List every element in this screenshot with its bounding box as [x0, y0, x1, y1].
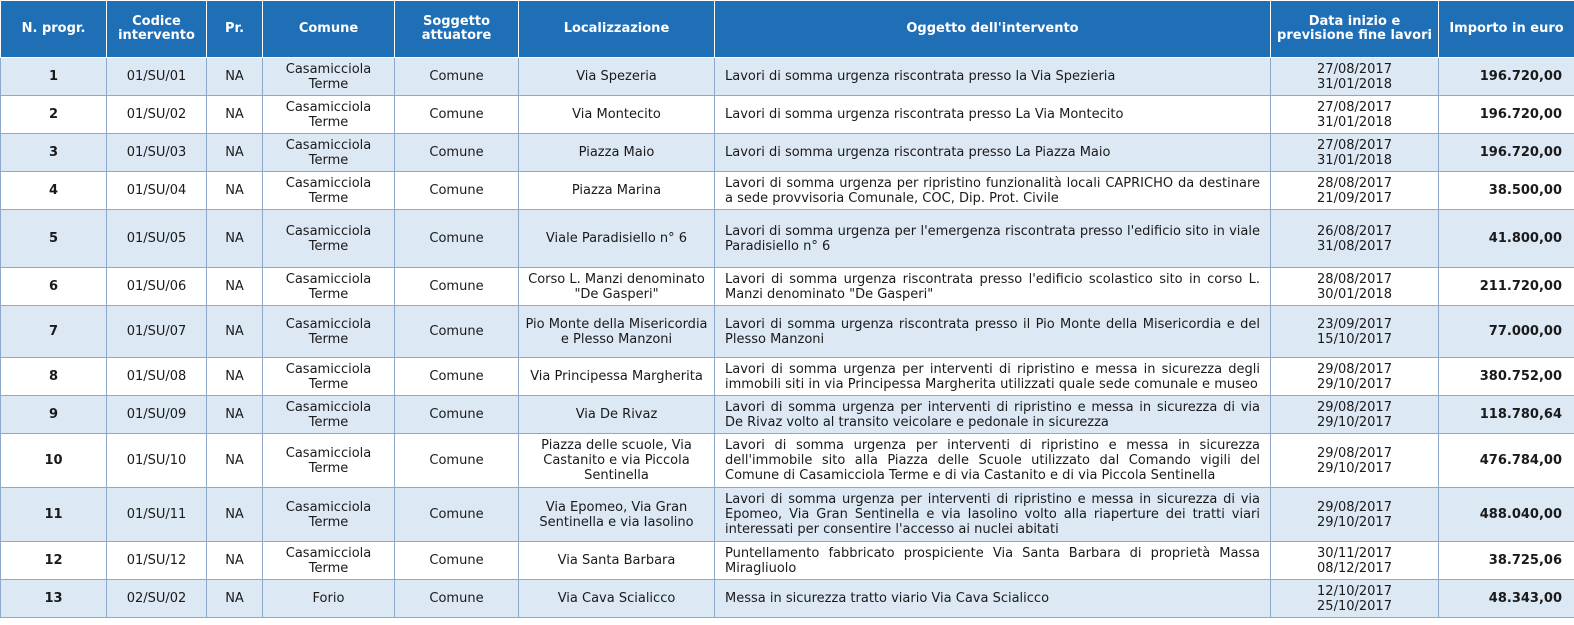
cell-dates	[1271, 210, 1439, 268]
header-row	[1, 1, 1574, 58]
end-date: 31/01/2018	[1317, 76, 1392, 92]
cell-comune: Casamicciola Terme	[263, 488, 395, 542]
cell-prov: NA	[207, 434, 263, 488]
end-date: 30/01/2018	[1317, 286, 1392, 302]
cell-comune: Casamicciola Terme	[263, 134, 395, 172]
cell-importo: 211.720,00	[1439, 268, 1574, 306]
cell-importo: 196.720,00	[1439, 58, 1574, 96]
cell-soggetto: Comune	[395, 358, 519, 396]
cell-comune: Casamicciola Terme	[263, 358, 395, 396]
cell-oggetto: Puntellamento fabbricato prospiciente Via Santa Barbara di proprietà Massa Miragliuolo	[715, 542, 1271, 580]
cell-importo: 196.720,00	[1439, 134, 1574, 172]
cell-num: 8	[1, 358, 107, 396]
cell-code: 01/SU/04	[107, 172, 207, 210]
cell-dates	[1271, 58, 1439, 96]
cell-localizzazione: Via Spezeria	[519, 58, 715, 96]
cell-importo: 38.500,00	[1439, 172, 1574, 210]
cell-comune: Casamicciola Terme	[263, 268, 395, 306]
cell-oggetto: Lavori di somma urgenza per interventi di ripristino e messa in sicurezza di via De Rivaz volto al transito veicolare e pedonale in sicurezza	[715, 396, 1271, 434]
start-date: 29/08/2017	[1317, 399, 1392, 415]
cell-soggetto: Comune	[395, 306, 519, 358]
cell-comune: Casamicciola Terme	[263, 210, 395, 268]
end-date: 31/01/2018	[1317, 152, 1392, 168]
header-localizzazione: Localizzazione	[519, 1, 715, 58]
table-body	[1, 58, 1574, 618]
cell-prov: NA	[207, 306, 263, 358]
cell-prov: NA	[207, 134, 263, 172]
cell-importo: 38.725,06	[1439, 542, 1574, 580]
cell-num: 13	[1, 580, 107, 618]
start-date: 12/10/2017	[1317, 583, 1392, 599]
cell-dates	[1271, 268, 1439, 306]
cell-dates	[1271, 134, 1439, 172]
end-date: 29/10/2017	[1317, 460, 1392, 476]
cell-localizzazione: Via Principessa Margherita	[519, 358, 715, 396]
cell-comune: Casamicciola Terme	[263, 172, 395, 210]
table-row	[1, 580, 1574, 618]
cell-oggetto: Lavori di somma urgenza per interventi di ripristino e messa in sicurezza degli immobili siti in via Principessa Margherita utilizzati quale sede comunale e museo	[715, 358, 1271, 396]
cell-prov: NA	[207, 58, 263, 96]
cell-localizzazione: Via Santa Barbara	[519, 542, 715, 580]
cell-importo: 77.000,00	[1439, 306, 1574, 358]
table-row	[1, 396, 1574, 434]
cell-num: 9	[1, 396, 107, 434]
start-date: 27/08/2017	[1317, 137, 1392, 153]
cell-importo: 476.784,00	[1439, 434, 1574, 488]
end-date: 29/10/2017	[1317, 514, 1392, 530]
cell-prov: NA	[207, 542, 263, 580]
cell-num: 7	[1, 306, 107, 358]
cell-prov: NA	[207, 580, 263, 618]
cell-dates	[1271, 488, 1439, 542]
header-code: Codice intervento	[107, 1, 207, 58]
cell-importo: 196.720,00	[1439, 96, 1574, 134]
cell-num: 10	[1, 434, 107, 488]
cell-prov: NA	[207, 358, 263, 396]
start-date: 28/08/2017	[1317, 175, 1392, 191]
cell-code: 01/SU/05	[107, 210, 207, 268]
cell-code: 01/SU/02	[107, 96, 207, 134]
cell-dates	[1271, 358, 1439, 396]
start-date: 29/08/2017	[1317, 361, 1392, 377]
cell-comune: Casamicciola Terme	[263, 542, 395, 580]
cell-oggetto: Lavori di somma urgenza riscontrata presso La Piazza Maio	[715, 134, 1271, 172]
cell-localizzazione: Piazza Marina	[519, 172, 715, 210]
header-prov: Pr.	[207, 1, 263, 58]
cell-prov: NA	[207, 210, 263, 268]
cell-soggetto: Comune	[395, 542, 519, 580]
cell-soggetto: Comune	[395, 488, 519, 542]
cell-importo: 488.040,00	[1439, 488, 1574, 542]
cell-dates	[1271, 434, 1439, 488]
cell-code: 01/SU/01	[107, 58, 207, 96]
cell-importo: 380.752,00	[1439, 358, 1574, 396]
cell-oggetto: Lavori di somma urgenza per interventi di ripristino e messa in sicurezza di via Epomeo, Via Gran Sentinella e via Iasolino volto alla riaperture dei tratti viari interessati per consentire l'accesso ai nuclei abitati	[715, 488, 1271, 542]
start-date: 23/09/2017	[1317, 316, 1392, 332]
cell-code: 01/SU/07	[107, 306, 207, 358]
header-oggetto: Oggetto dell'intervento	[715, 1, 1271, 58]
start-date: 29/08/2017	[1317, 499, 1392, 515]
end-date: 25/10/2017	[1317, 598, 1392, 614]
cell-soggetto: Comune	[395, 210, 519, 268]
table-row	[1, 434, 1574, 488]
cell-soggetto: Comune	[395, 134, 519, 172]
cell-dates	[1271, 396, 1439, 434]
cell-localizzazione: Piazza delle scuole, Via Castanito e via Piccola Sentinella	[519, 434, 715, 488]
cell-dates	[1271, 542, 1439, 580]
header-soggetto: Soggetto attuatore	[395, 1, 519, 58]
cell-importo: 48.343,00	[1439, 580, 1574, 618]
cell-dates	[1271, 580, 1439, 618]
cell-code: 01/SU/10	[107, 434, 207, 488]
table-row	[1, 58, 1574, 96]
cell-soggetto: Comune	[395, 396, 519, 434]
table-row	[1, 172, 1574, 210]
cell-soggetto: Comune	[395, 58, 519, 96]
cell-code: 02/SU/02	[107, 580, 207, 618]
cell-prov: NA	[207, 488, 263, 542]
start-date: 29/08/2017	[1317, 445, 1392, 461]
cell-code: 01/SU/08	[107, 358, 207, 396]
cell-oggetto: Lavori di somma urgenza per l'emergenza riscontrata presso l'edificio sito in viale Paradisiello n° 6	[715, 210, 1271, 268]
cell-num: 4	[1, 172, 107, 210]
end-date: 29/10/2017	[1317, 414, 1392, 430]
header-num: N. progr.	[1, 1, 107, 58]
cell-dates	[1271, 172, 1439, 210]
cell-num: 12	[1, 542, 107, 580]
table-row	[1, 358, 1574, 396]
cell-localizzazione: Viale Paradisiello n° 6	[519, 210, 715, 268]
start-date: 27/08/2017	[1317, 61, 1392, 77]
cell-prov: NA	[207, 172, 263, 210]
cell-oggetto: Messa in sicurezza tratto viario Via Cava Scialicco	[715, 580, 1271, 618]
cell-oggetto: Lavori di somma urgenza per ripristino funzionalità locali CAPRICHO da destinare a sede provvisoria Comunale, COC, Dip. Prot. Civile	[715, 172, 1271, 210]
cell-comune: Forio	[263, 580, 395, 618]
table-row	[1, 306, 1574, 358]
header-date: Data inizio e previsione fine lavori	[1271, 1, 1439, 58]
cell-oggetto: Lavori di somma urgenza riscontrata presso la Via Spezieria	[715, 58, 1271, 96]
start-date: 26/08/2017	[1317, 223, 1392, 239]
cell-soggetto: Comune	[395, 434, 519, 488]
table-row	[1, 210, 1574, 268]
cell-importo: 118.780,64	[1439, 396, 1574, 434]
cell-num: 2	[1, 96, 107, 134]
end-date: 31/01/2018	[1317, 114, 1392, 130]
cell-localizzazione: Via De Rivaz	[519, 396, 715, 434]
cell-oggetto: Lavori di somma urgenza riscontrata presso l'edificio scolastico sito in corso L. Manzi denominato "De Gasperi"	[715, 268, 1271, 306]
end-date: 15/10/2017	[1317, 331, 1392, 347]
table-row	[1, 488, 1574, 542]
cell-localizzazione: Corso L. Manzi denominato "De Gasperi"	[519, 268, 715, 306]
cell-localizzazione: Via Cava Scialicco	[519, 580, 715, 618]
cell-comune: Casamicciola Terme	[263, 434, 395, 488]
start-date: 27/08/2017	[1317, 99, 1392, 115]
cell-localizzazione: Pio Monte della Misericordia e Plesso Manzoni	[519, 306, 715, 358]
table-row	[1, 268, 1574, 306]
cell-oggetto: Lavori di somma urgenza riscontrata presso La Via Montecito	[715, 96, 1271, 134]
cell-dates	[1271, 96, 1439, 134]
cell-soggetto: Comune	[395, 268, 519, 306]
header-comune: Comune	[263, 1, 395, 58]
cell-num: 11	[1, 488, 107, 542]
start-date: 30/11/2017	[1317, 545, 1392, 561]
cell-comune: Casamicciola Terme	[263, 306, 395, 358]
end-date: 29/10/2017	[1317, 376, 1392, 392]
table-row	[1, 134, 1574, 172]
end-date: 08/12/2017	[1317, 560, 1392, 576]
cell-soggetto: Comune	[395, 580, 519, 618]
start-date: 28/08/2017	[1317, 271, 1392, 287]
cell-num: 3	[1, 134, 107, 172]
cell-dates	[1271, 306, 1439, 358]
table-row	[1, 96, 1574, 134]
cell-prov: NA	[207, 96, 263, 134]
cell-num: 6	[1, 268, 107, 306]
cell-localizzazione: Via Epomeo, Via Gran Sentinella e via Iasolino	[519, 488, 715, 542]
cell-code: 01/SU/03	[107, 134, 207, 172]
cell-num: 1	[1, 58, 107, 96]
end-date: 21/09/2017	[1317, 190, 1392, 206]
cell-oggetto: Lavori di somma urgenza riscontrata presso il Pio Monte della Misericordia e del Plesso Manzoni	[715, 306, 1271, 358]
cell-prov: NA	[207, 396, 263, 434]
cell-comune: Casamicciola Terme	[263, 396, 395, 434]
cell-oggetto: Lavori di somma urgenza per interventi di ripristino e messa in sicurezza dell'immobile sito alla Piazza delle Scuole utilizzato dal Comando vigili del Comune di Casamicciola Terme e di via Castanito e di via Piccola Sentinella	[715, 434, 1271, 488]
cell-code: 01/SU/06	[107, 268, 207, 306]
cell-importo: 41.800,00	[1439, 210, 1574, 268]
cell-code: 01/SU/12	[107, 542, 207, 580]
cell-num: 5	[1, 210, 107, 268]
header-importo: Importo in euro	[1439, 1, 1574, 58]
end-date: 31/08/2017	[1317, 238, 1392, 254]
cell-code: 01/SU/09	[107, 396, 207, 434]
cell-code: 01/SU/11	[107, 488, 207, 542]
cell-soggetto: Comune	[395, 96, 519, 134]
cell-prov: NA	[207, 268, 263, 306]
cell-localizzazione: Piazza Maio	[519, 134, 715, 172]
cell-comune: Casamicciola Terme	[263, 96, 395, 134]
cell-soggetto: Comune	[395, 172, 519, 210]
table-row	[1, 542, 1574, 580]
cell-comune: Casamicciola Terme	[263, 58, 395, 96]
cell-localizzazione: Via Montecito	[519, 96, 715, 134]
